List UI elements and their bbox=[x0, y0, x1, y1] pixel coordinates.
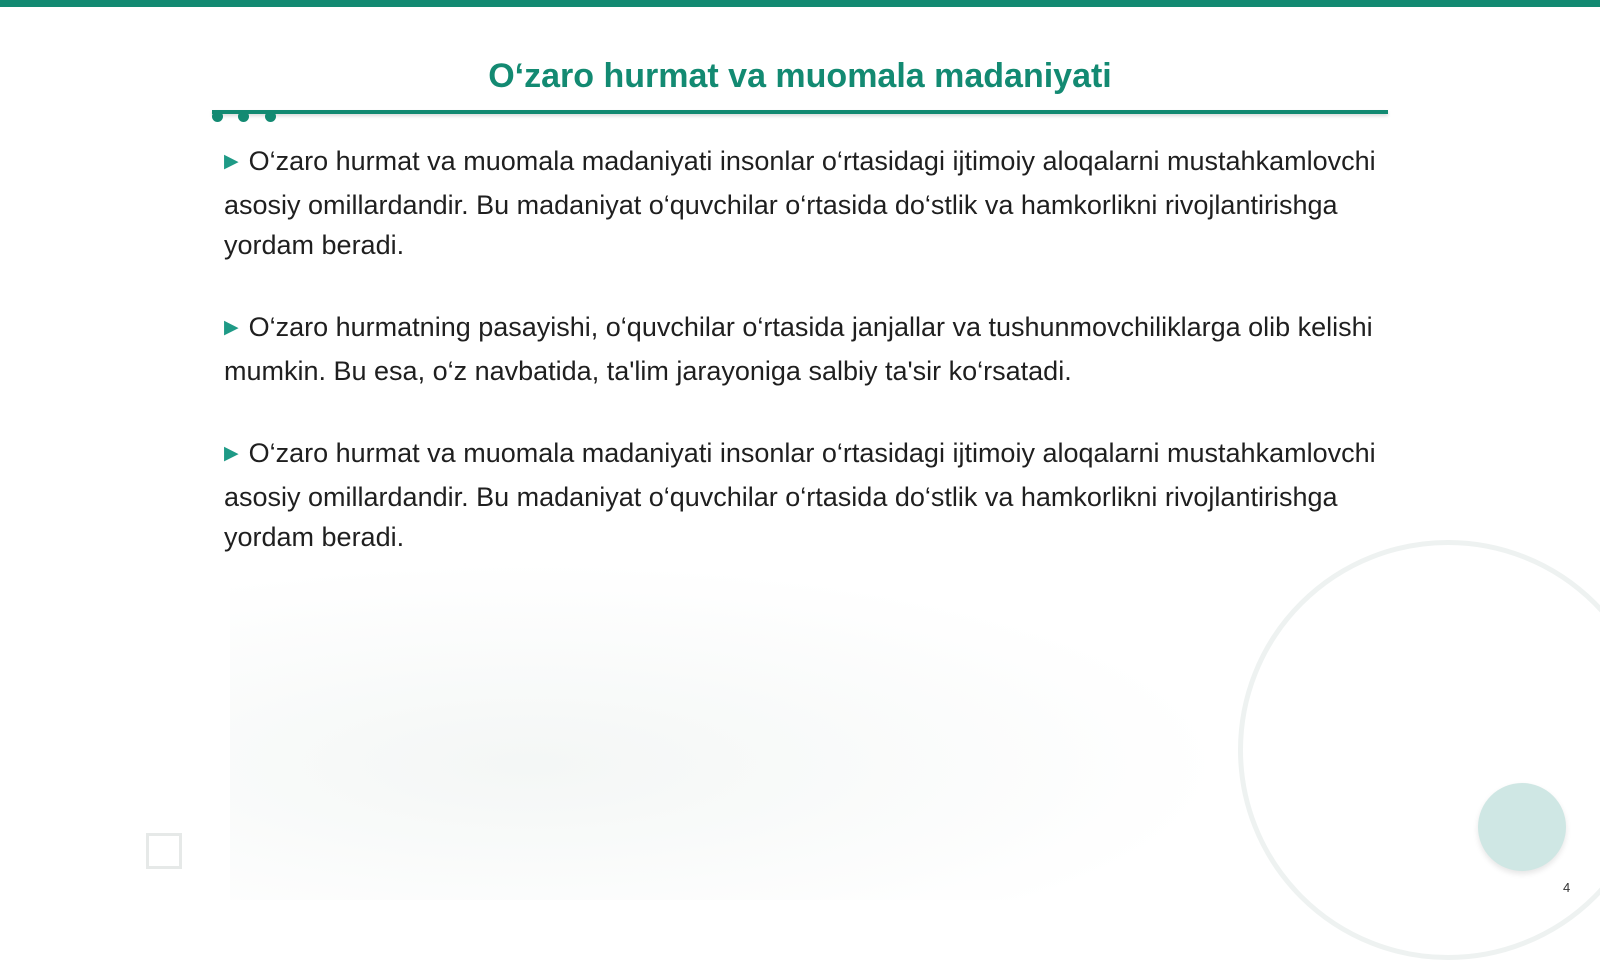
bullet-item bbox=[224, 141, 1384, 265]
bullet-arrow-icon: ▶ bbox=[224, 151, 239, 172]
bullet-text: O‘zaro hurmat va muomala madaniyati insonlar o‘rtasidagi ijtimoiy aloqalarni mustahkamlovchi asosiy omillardandir. Bu madaniyat o‘quvchilar o‘rtasida do‘stlik va hamkorlikni rivojlantirishga yordam beradi. bbox=[224, 146, 1376, 260]
title-dot bbox=[265, 111, 276, 122]
decorative-ring bbox=[1238, 540, 1600, 960]
decorative-square bbox=[146, 833, 182, 869]
bullet-text: O‘zaro hurmat va muomala madaniyati insonlar o‘rtasidagi ijtimoiy aloqalarni mustahkamlovchi asosiy omillardandir. Bu madaniyat o‘quvchilar o‘rtasida do‘stlik va hamkorlikni rivojlantirishga yordam beradi. bbox=[224, 438, 1376, 552]
bullet-item bbox=[224, 307, 1384, 391]
bullet-arrow-icon: ▶ bbox=[224, 443, 239, 464]
background-wash bbox=[230, 560, 1230, 900]
title-underline bbox=[212, 110, 1388, 114]
slide-title: O‘zaro hurmat va muomala madaniyati bbox=[488, 57, 1112, 95]
decorative-circle bbox=[1478, 783, 1566, 871]
title-dot bbox=[238, 111, 249, 122]
bullet-arrow-icon: ▶ bbox=[224, 317, 239, 338]
bullet-list bbox=[224, 141, 1384, 599]
top-accent-bar bbox=[0, 0, 1600, 7]
bullet-item bbox=[224, 433, 1384, 557]
title-dot bbox=[212, 111, 223, 122]
page-number: 4 bbox=[1563, 880, 1571, 895]
bullet-text: O‘zaro hurmatning pasayishi, o‘quvchilar o‘rtasida janjallar va tushunmovchiliklarga olib kelishi mumkin. Bu esa, o‘z navbatida, ta'lim jarayoniga salbiy ta'sir ko‘rsatadi. bbox=[224, 312, 1373, 386]
